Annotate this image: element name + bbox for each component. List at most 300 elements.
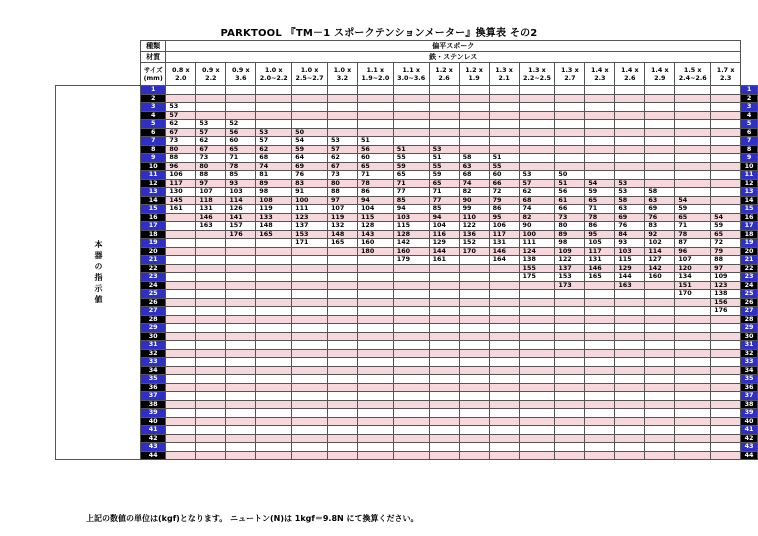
- table-cell: [393, 290, 429, 299]
- table-cell: 56: [555, 188, 585, 197]
- table-cell: [166, 315, 196, 324]
- table-cell: 137: [292, 222, 328, 231]
- table-cell: 106: [489, 222, 519, 231]
- table-row: [56, 94, 758, 103]
- table-cell: [555, 162, 585, 171]
- table-row: [56, 298, 758, 307]
- table-cell: [645, 434, 675, 443]
- table-cell: 72: [489, 188, 519, 197]
- table-cell: 79: [711, 247, 741, 256]
- table-cell: [585, 145, 615, 154]
- table-cell: [645, 426, 675, 435]
- table-cell: 55: [393, 154, 429, 163]
- table-cell: 130: [166, 188, 196, 197]
- table-cell: [675, 298, 711, 307]
- table-cell: [489, 434, 519, 443]
- table-row: [56, 349, 758, 358]
- table-cell: [585, 137, 615, 146]
- table-cell: 78: [585, 213, 615, 222]
- table-cell: [429, 349, 459, 358]
- table-cell: [292, 256, 328, 265]
- table-cell: [459, 451, 489, 460]
- table-cell: [675, 154, 711, 163]
- table-row: [56, 315, 758, 324]
- table-cell: [585, 366, 615, 375]
- table-cell: 50: [555, 171, 585, 180]
- table-cell: [585, 307, 615, 316]
- table-cell: 114: [645, 247, 675, 256]
- table-cell: [226, 358, 256, 367]
- table-cell: [292, 111, 328, 120]
- table-cell: 126: [226, 205, 256, 214]
- table-cell: [711, 128, 741, 137]
- table-cell: [555, 315, 585, 324]
- table-cell: [256, 281, 292, 290]
- table-cell: 85: [226, 171, 256, 180]
- table-cell: 164: [489, 256, 519, 265]
- table-cell: [256, 349, 292, 358]
- table-cell: [292, 290, 328, 299]
- table-cell: [675, 409, 711, 418]
- table-cell: [196, 409, 226, 418]
- table-cell: [459, 264, 489, 273]
- row-index-left: 22: [141, 264, 166, 273]
- table-cell: [459, 137, 489, 146]
- row-index-left: 29: [141, 324, 166, 333]
- table-cell: [256, 383, 292, 392]
- table-cell: [555, 111, 585, 120]
- table-cell: [226, 307, 256, 316]
- table-cell: [166, 417, 196, 426]
- table-cell: [615, 341, 645, 350]
- table-cell: [196, 392, 226, 401]
- table-cell: [327, 307, 357, 316]
- size-column-header: 1.4 x 2.6: [615, 63, 645, 86]
- table-cell: 76: [645, 213, 675, 222]
- table-row: [56, 145, 758, 154]
- table-row: [56, 324, 758, 333]
- table-cell: 129: [429, 239, 459, 248]
- table-cell: [711, 94, 741, 103]
- table-cell: 179: [393, 256, 429, 265]
- row-index-right: 6: [741, 128, 758, 137]
- table-cell: 57: [327, 145, 357, 154]
- table-cell: [226, 290, 256, 299]
- table-cell: [166, 426, 196, 435]
- table-cell: 170: [459, 247, 489, 256]
- table-cell: [555, 324, 585, 333]
- table-cell: 78: [675, 230, 711, 239]
- table-cell: [645, 171, 675, 180]
- table-cell: 82: [519, 213, 555, 222]
- table-cell: [292, 273, 328, 282]
- table-row: [56, 400, 758, 409]
- table-cell: [555, 103, 585, 112]
- table-cell: [615, 375, 645, 384]
- table-cell: 117: [489, 230, 519, 239]
- table-cell: 97: [196, 179, 226, 188]
- table-cell: 88: [196, 171, 226, 180]
- table-cell: 134: [675, 273, 711, 282]
- table-cell: [555, 128, 585, 137]
- table-cell: [357, 324, 393, 333]
- table-cell: [429, 290, 459, 299]
- table-cell: [675, 145, 711, 154]
- row-index-left: 21: [141, 256, 166, 265]
- table-cell: [196, 443, 226, 452]
- table-cell: 53: [196, 120, 226, 129]
- table-cell: [327, 86, 357, 95]
- table-cell: [327, 256, 357, 265]
- table-cell: [615, 290, 645, 299]
- table-cell: [585, 162, 615, 171]
- table-cell: [711, 383, 741, 392]
- table-cell: [166, 239, 196, 248]
- table-cell: [327, 290, 357, 299]
- table-cell: [519, 366, 555, 375]
- table-cell: 144: [615, 273, 645, 282]
- table-cell: [489, 111, 519, 120]
- table-cell: [519, 417, 555, 426]
- table-cell: [393, 358, 429, 367]
- table-cell: [615, 103, 645, 112]
- table-cell: [615, 434, 645, 443]
- table-cell: [519, 315, 555, 324]
- table-cell: 165: [585, 273, 615, 282]
- table-cell: [711, 196, 741, 205]
- table-cell: [711, 434, 741, 443]
- table-cell: [327, 324, 357, 333]
- table-cell: 89: [256, 179, 292, 188]
- table-cell: [327, 426, 357, 435]
- table-cell: 73: [327, 171, 357, 180]
- table-cell: 50: [292, 128, 328, 137]
- table-cell: [166, 434, 196, 443]
- row-index-right: 43: [741, 443, 758, 452]
- table-cell: [429, 341, 459, 350]
- row-index-left: 35: [141, 375, 166, 384]
- table-cell: [459, 409, 489, 418]
- row-index-right: 26: [741, 298, 758, 307]
- table-cell: [226, 332, 256, 341]
- table-cell: [675, 392, 711, 401]
- table-cell: 55: [429, 162, 459, 171]
- size-column-header: 1.3 x 2.2~2.5: [519, 63, 555, 86]
- table-row: [56, 341, 758, 350]
- table-cell: 173: [555, 281, 585, 290]
- table-cell: 53: [615, 179, 645, 188]
- table-cell: 103: [615, 247, 645, 256]
- table-cell: [459, 341, 489, 350]
- table-cell: [585, 409, 615, 418]
- row-index-right: 4: [741, 111, 758, 120]
- table-cell: [196, 298, 226, 307]
- table-cell: [256, 426, 292, 435]
- table-cell: 69: [645, 205, 675, 214]
- table-cell: [519, 426, 555, 435]
- table-cell: [196, 86, 226, 95]
- table-cell: 74: [459, 179, 489, 188]
- table-cell: 63: [459, 162, 489, 171]
- table-cell: [459, 298, 489, 307]
- table-row: [56, 256, 758, 265]
- table-cell: 83: [292, 179, 328, 188]
- table-cell: [166, 443, 196, 452]
- table-cell: [256, 239, 292, 248]
- table-cell: 67: [166, 128, 196, 137]
- row-index-right: 32: [741, 349, 758, 358]
- table-cell: [615, 307, 645, 316]
- table-cell: [256, 366, 292, 375]
- table-cell: [615, 409, 645, 418]
- table-cell: [292, 315, 328, 324]
- size-column-header: 1.4 x 2.9: [645, 63, 675, 86]
- table-cell: 65: [675, 213, 711, 222]
- table-cell: [615, 451, 645, 460]
- table-cell: [675, 451, 711, 460]
- table-cell: [645, 111, 675, 120]
- table-cell: 104: [429, 222, 459, 231]
- table-cell: [429, 443, 459, 452]
- table-cell: [519, 137, 555, 146]
- table-cell: [711, 315, 741, 324]
- table-cell: [615, 392, 645, 401]
- table-row: [56, 417, 758, 426]
- table-cell: [645, 400, 675, 409]
- table-cell: [645, 307, 675, 316]
- table-cell: [327, 94, 357, 103]
- row-index-left: 5: [141, 120, 166, 129]
- table-cell: 62: [196, 137, 226, 146]
- table-cell: [357, 400, 393, 409]
- row-index-right: 19: [741, 239, 758, 248]
- row-index-right: 31: [741, 341, 758, 350]
- table-cell: 59: [675, 205, 711, 214]
- table-cell: [585, 443, 615, 452]
- table-cell: [393, 392, 429, 401]
- kind-value: 偏平スポーク: [166, 41, 741, 52]
- table-cell: 146: [196, 213, 226, 222]
- table-cell: [226, 264, 256, 273]
- table-cell: [166, 409, 196, 418]
- table-cell: 76: [292, 171, 328, 180]
- table-cell: 131: [196, 205, 226, 214]
- table-cell: [226, 400, 256, 409]
- row-index-left: 41: [141, 426, 166, 435]
- table-cell: [292, 434, 328, 443]
- table-cell: [327, 434, 357, 443]
- table-cell: [357, 383, 393, 392]
- table-cell: [519, 358, 555, 367]
- row-index-left: 23: [141, 273, 166, 282]
- size-column-header: 1.0 x 3.2: [327, 63, 357, 86]
- table-cell: [226, 103, 256, 112]
- table-cell: [256, 375, 292, 384]
- table-cell: 65: [357, 162, 393, 171]
- size-column-header: 1.1 x 1.9~2.0: [357, 63, 393, 86]
- table-cell: 94: [393, 205, 429, 214]
- table-cell: [555, 137, 585, 146]
- table-cell: [166, 358, 196, 367]
- table-cell: [292, 409, 328, 418]
- table-cell: 62: [519, 188, 555, 197]
- material-row: [56, 52, 758, 63]
- table-cell: [519, 392, 555, 401]
- row-index-left: 43: [141, 443, 166, 452]
- table-cell: [585, 298, 615, 307]
- table-cell: 95: [585, 230, 615, 239]
- table-cell: [585, 417, 615, 426]
- table-cell: [459, 103, 489, 112]
- table-cell: [357, 120, 393, 129]
- indicator-value-label: 本器の指示値: [56, 86, 141, 460]
- table-cell: [711, 400, 741, 409]
- table-cell: 51: [429, 154, 459, 163]
- table-cell: 160: [393, 247, 429, 256]
- table-cell: [675, 128, 711, 137]
- table-cell: 107: [675, 256, 711, 265]
- table-cell: [519, 443, 555, 452]
- table-cell: [555, 94, 585, 103]
- table-cell: 77: [429, 196, 459, 205]
- row-index-left: 40: [141, 417, 166, 426]
- table-cell: 131: [489, 239, 519, 248]
- table-cell: 65: [429, 179, 459, 188]
- table-cell: [459, 281, 489, 290]
- table-cell: 133: [256, 213, 292, 222]
- table-cell: [711, 392, 741, 401]
- size-column-header: 0.9 x 2.2: [196, 63, 226, 86]
- table-row: [56, 128, 758, 137]
- table-cell: [196, 94, 226, 103]
- table-cell: 132: [327, 222, 357, 231]
- row-index-right: 38: [741, 400, 758, 409]
- table-cell: [615, 111, 645, 120]
- table-cell: [555, 86, 585, 95]
- table-cell: 163: [196, 222, 226, 231]
- table-cell: [357, 281, 393, 290]
- row-index-right: 20: [741, 247, 758, 256]
- table-cell: [393, 349, 429, 358]
- table-cell: [357, 426, 393, 435]
- table-cell: [555, 400, 585, 409]
- table-cell: [459, 426, 489, 435]
- table-cell: [645, 451, 675, 460]
- table-cell: 106: [166, 171, 196, 180]
- table-cell: [292, 307, 328, 316]
- table-cell: [585, 451, 615, 460]
- table-cell: 131: [585, 256, 615, 265]
- row-index-right: 23: [741, 273, 758, 282]
- table-cell: 97: [711, 264, 741, 273]
- table-cell: [645, 154, 675, 163]
- row-index-right: 2: [741, 94, 758, 103]
- size-column-header: 0.9 x 3.6: [226, 63, 256, 86]
- table-row: [56, 171, 758, 180]
- table-cell: 57: [166, 111, 196, 120]
- table-row: [56, 409, 758, 418]
- table-cell: 92: [645, 230, 675, 239]
- table-cell: 156: [711, 298, 741, 307]
- row-index-right: 39: [741, 409, 758, 418]
- table-cell: 71: [429, 188, 459, 197]
- table-cell: [459, 332, 489, 341]
- table-cell: [585, 375, 615, 384]
- table-cell: 78: [226, 162, 256, 171]
- table-cell: 90: [519, 222, 555, 231]
- table-cell: [327, 341, 357, 350]
- table-cell: 53: [519, 171, 555, 180]
- table-cell: 155: [519, 264, 555, 273]
- table-cell: [555, 145, 585, 154]
- table-cell: [585, 120, 615, 129]
- table-cell: [327, 120, 357, 129]
- table-cell: [459, 111, 489, 120]
- row-index-left: 24: [141, 281, 166, 290]
- table-cell: [519, 128, 555, 137]
- table-cell: [357, 307, 393, 316]
- table-cell: [357, 392, 393, 401]
- table-cell: [585, 171, 615, 180]
- table-cell: [645, 128, 675, 137]
- row-index-right: 24: [741, 281, 758, 290]
- table-cell: 115: [393, 222, 429, 231]
- table-cell: [327, 451, 357, 460]
- table-cell: [645, 137, 675, 146]
- table-cell: [166, 213, 196, 222]
- row-index-left: 42: [141, 434, 166, 443]
- table-cell: 93: [226, 179, 256, 188]
- table-cell: [196, 307, 226, 316]
- table-cell: [393, 332, 429, 341]
- table-cell: 119: [256, 205, 292, 214]
- table-cell: [196, 417, 226, 426]
- table-cell: [196, 400, 226, 409]
- table-cell: 94: [357, 196, 393, 205]
- table-cell: [196, 324, 226, 333]
- table-row: [56, 383, 758, 392]
- table-row: [56, 137, 758, 146]
- row-index-right: 14: [741, 196, 758, 205]
- table-cell: [429, 400, 459, 409]
- table-cell: [555, 417, 585, 426]
- table-cell: [327, 400, 357, 409]
- table-cell: [429, 273, 459, 282]
- table-cell: [429, 375, 459, 384]
- table-cell: [519, 86, 555, 95]
- table-cell: 84: [615, 230, 645, 239]
- table-cell: [711, 417, 741, 426]
- table-cell: [357, 332, 393, 341]
- table-cell: 73: [555, 213, 585, 222]
- table-cell: [555, 290, 585, 299]
- table-cell: [393, 111, 429, 120]
- table-cell: [226, 256, 256, 265]
- table-cell: 83: [645, 222, 675, 231]
- table-cell: [645, 332, 675, 341]
- row-index-right: 22: [741, 264, 758, 273]
- table-cell: [196, 315, 226, 324]
- table-row: [56, 392, 758, 401]
- table-cell: [393, 434, 429, 443]
- table-cell: [519, 324, 555, 333]
- row-index-right: 25: [741, 290, 758, 299]
- table-cell: 153: [555, 273, 585, 282]
- table-cell: [615, 145, 645, 154]
- row-index-left: 44: [141, 451, 166, 460]
- table-cell: [327, 103, 357, 112]
- table-cell: [196, 256, 226, 265]
